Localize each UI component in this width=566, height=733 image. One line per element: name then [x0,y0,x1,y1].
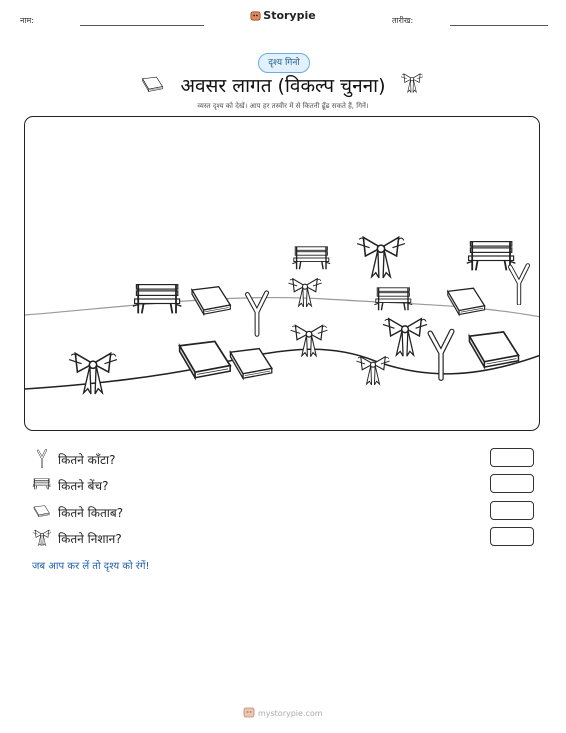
page-subtitle: व्यस्त दृश्य को देखें। आप हर तस्वीर में से कितनी ढूँढ सकते हैं, गिनें। [197,102,369,110]
scene-illustration [25,117,540,431]
name-line[interactable] [80,25,204,26]
question-row-book [32,501,538,523]
name-label: नाम: [20,16,34,25]
question-text: कितने बेंच? [58,479,109,493]
brand-name: Storypie [263,9,316,22]
question-text: कितने निशान? [58,532,122,546]
storypie-logo-icon [243,706,255,718]
bow-icon [400,70,424,94]
question-row-bow [32,527,538,549]
bow-icon [32,527,52,547]
site-url[interactable]: mystorypie.com [257,709,323,718]
answer-box-slingshot[interactable] [490,448,534,467]
brand-logo [0,9,566,22]
page-title: अवसर लागत (विकल्प चुनना) [180,75,386,97]
bench-icon [32,474,52,494]
answer-box-bench[interactable] [490,474,534,493]
date-line[interactable] [450,25,548,26]
question-row-bench [32,474,538,496]
answer-box-bow[interactable] [490,527,534,546]
question-text: कितने काँटा? [58,453,116,467]
slingshot-icon [32,448,52,468]
answer-box-book[interactable] [490,501,534,520]
storypie-logo-icon [250,10,261,21]
footer-site [0,706,566,718]
date-label: तारीख: [392,16,414,25]
book-icon [32,501,52,521]
question-text: कितने किताब? [58,506,124,520]
counting-scene [24,116,540,431]
question-row-slingshot [32,448,538,470]
coloring-instruction: जब आप कर लें तो दृश्य को रंगें! [32,561,150,572]
activity-badge: दृश्य गिनो [258,53,310,73]
